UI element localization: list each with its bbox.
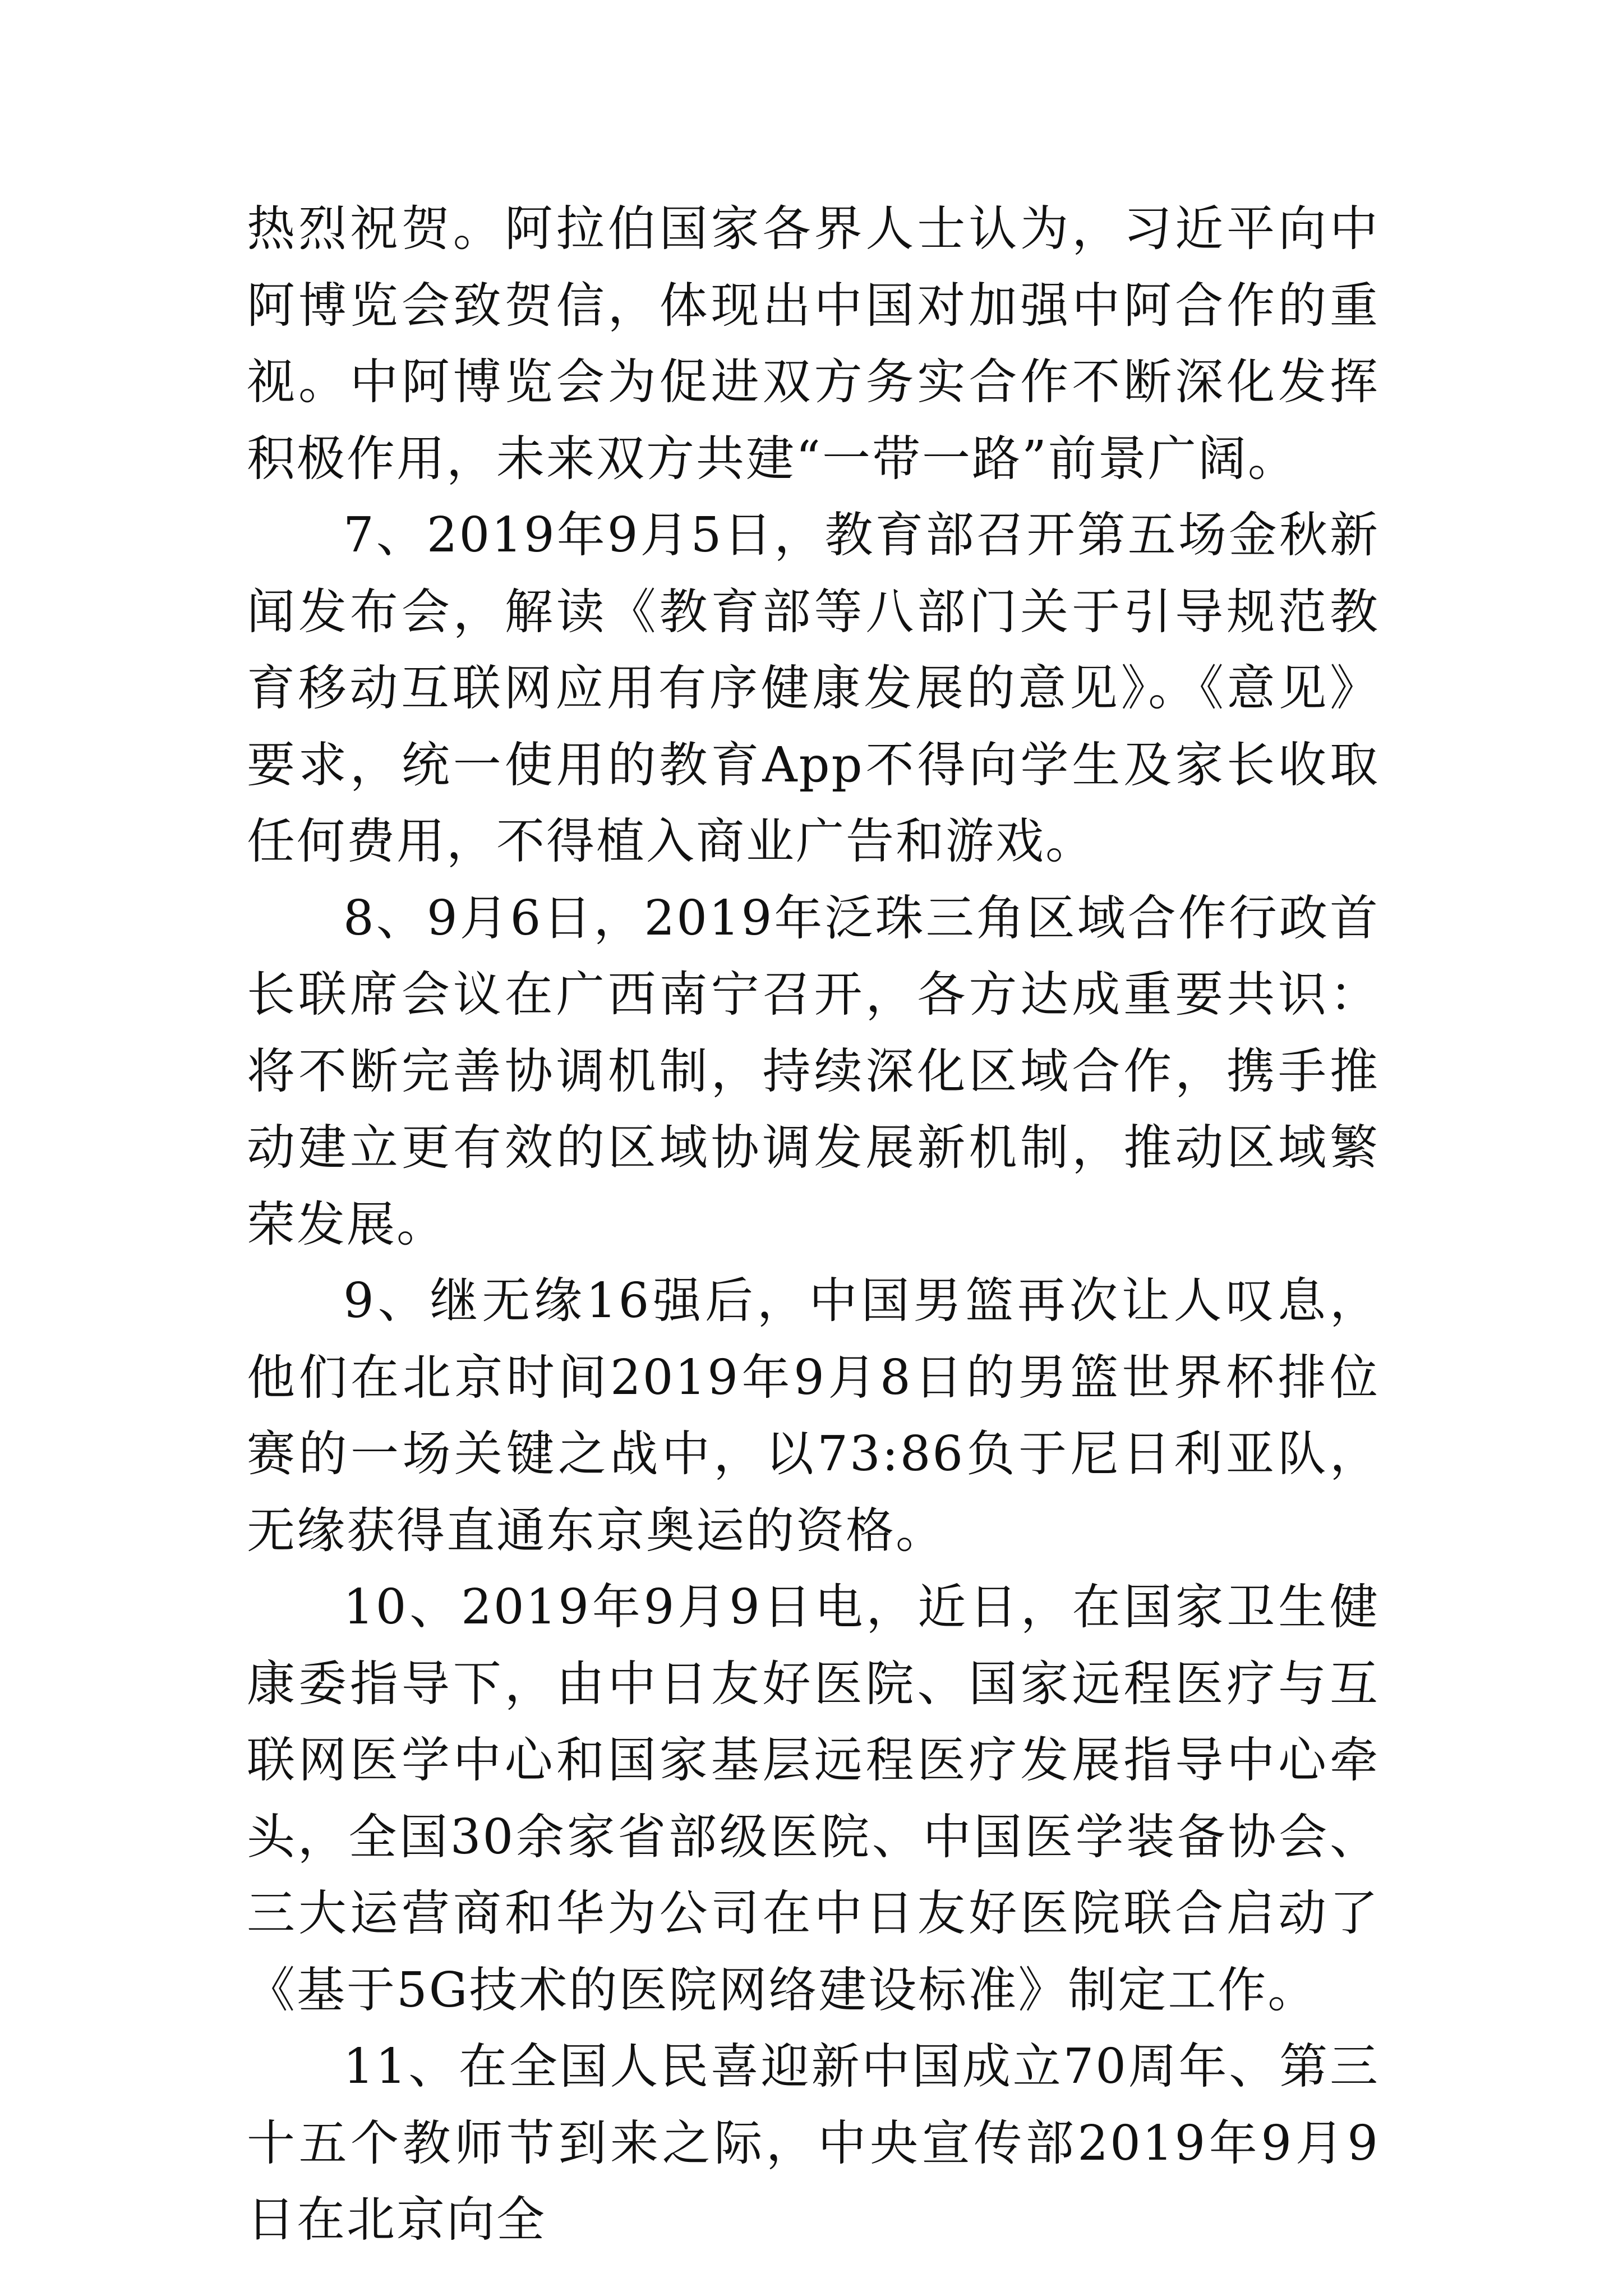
paragraph-continued: 热烈祝贺。阿拉伯国家各界人士认为，习近平向中阿博览会致贺信，体现出中国对加强中阿合作的重视。中阿博览会为促进双方务实合作不断深化发挥积极作用，未来双方共建“一带一路”前景广阔。: [247, 201, 1380, 487]
paragraph-item-7: 7、2019年9月5日，教育部召开第五场金秋新闻发布会，解读《教育部等八部门关于引导规范教育移动互联网应用有序健康发展的意见》。《意见》要求，统一使用的教育App不得向学生及家长收取任何费用，不得植入商业广告和游戏。: [247, 507, 1380, 869]
paragraph-item-11: 11、在全国人民喜迎新中国成立70周年、第三十五个教师节到来之际，中央宣传部2019年9月9日在北京向全: [247, 2039, 1380, 2248]
document-body: [247, 191, 1380, 2258]
paragraph-item-9: 9、继无缘16强后，中国男篮再次让人叹息，他们在北京时间2019年9月8日的男篮世界杯排位赛的一场关键之战中，以73:86负于尼日利亚队，无缘获得直通东京奥运的资格。: [247, 1273, 1380, 1559]
paragraph-item-10: 10、2019年9月9日电，近日，在国家卫生健康委指导下，由中日友好医院、国家远程医疗与互联网医学中心和国家基层远程医疗发展指导中心牵头，全国30余家省部级医院、中国医学装备协会、三大运营商和华为公司在中日友好医院联合启动了《基于5G技术的医院网络建设标准》制定工作。: [247, 1579, 1380, 2018]
paragraph-item-8: 8、9月6日，2019年泛珠三角区域合作行政首长联席会议在广西南宁召开，各方达成重要共识：将不断完善协调机制，持续深化区域合作，携手推动建立更有效的区域协调发展新机制，推动区域繁荣发展。: [247, 890, 1380, 1253]
